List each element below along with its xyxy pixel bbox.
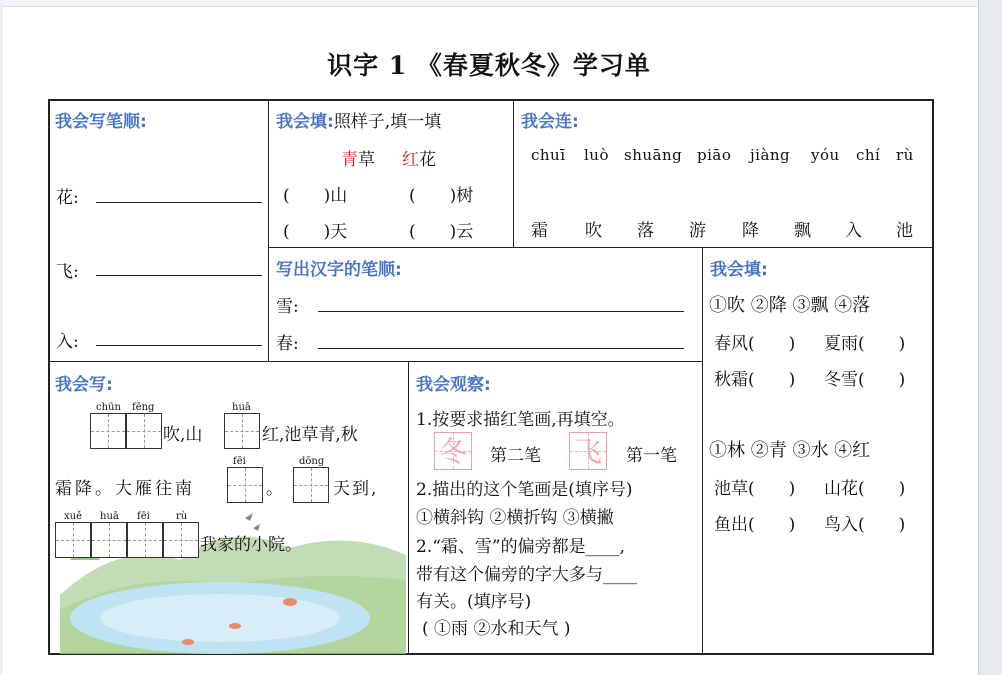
passage-text: 天到, (333, 479, 379, 499)
write-grid[interactable] (293, 467, 329, 503)
divider (513, 100, 514, 248)
match-char[interactable]: 入 (845, 221, 862, 241)
fill-blank[interactable]: ( )树 (409, 186, 474, 206)
right-scrollbar[interactable] (978, 0, 1002, 675)
fill-heading-group (276, 107, 441, 132)
pinyin-label: huā (232, 402, 251, 413)
page-title: 识字 1 《春夏秋冬》学习单 (327, 51, 651, 80)
write-grid[interactable] (90, 413, 126, 449)
passage-text: 吹,山 (163, 425, 203, 445)
trace-label: 第二笔 (490, 446, 541, 466)
fill-blank[interactable]: ( )云 (409, 222, 474, 242)
fill-blank[interactable]: 秋霜( ) (714, 370, 796, 390)
fill-blank[interactable]: ( )山 (283, 186, 348, 206)
pinyin-label: dōng (299, 456, 325, 467)
options-nouns: ①林 ②青 ③水 ④红 (709, 440, 871, 461)
question-3-options[interactable]: ( ①雨 ②水和天气 ) (422, 619, 571, 639)
match-char[interactable]: 吹 (585, 221, 602, 241)
stroke-label-fei: 飞: (56, 262, 79, 282)
divider (268, 247, 934, 248)
pinyin-label: chūn (96, 402, 121, 413)
trace-char: 冬 (438, 435, 467, 468)
passage-text: 红,池草青,秋 (262, 425, 358, 445)
section-heading-observe: 我会观察: (416, 375, 491, 395)
question-2: 2.描出的这个笔画是(填序号) (416, 480, 633, 500)
passage-text: 我家的小院。 (200, 535, 302, 555)
passage-text: 霜降。大雁往南 (55, 479, 195, 499)
trace-box[interactable] (569, 432, 607, 470)
match-char[interactable]: 霜 (531, 221, 548, 241)
stroke-label-hua: 花: (56, 188, 79, 208)
fill-blank[interactable]: 山花( ) (824, 479, 906, 499)
pinyin-item[interactable]: chuī (531, 146, 566, 164)
answer-line[interactable] (318, 348, 684, 349)
pinyin-label: xuě (64, 511, 82, 522)
match-char[interactable]: 降 (742, 221, 759, 241)
trace-label: 第一笔 (626, 446, 677, 466)
match-char[interactable]: 落 (637, 221, 654, 241)
question-1: 1.按要求描红笔画,再填空。 (416, 410, 625, 430)
section-heading-match: 我会连: (521, 112, 579, 132)
answer-line[interactable] (96, 345, 262, 346)
answer-line[interactable] (96, 202, 262, 203)
fill-blank[interactable]: ( )天 (283, 222, 348, 242)
fill-blank[interactable]: 冬雪( ) (824, 370, 906, 390)
pinyin-item[interactable]: rù (896, 146, 914, 164)
pinyin-label: fēi (233, 456, 246, 467)
write-grid[interactable] (127, 522, 163, 558)
pinyin-label: fēng (132, 402, 155, 413)
example-1 (341, 145, 375, 170)
stroke-label-chun: 春: (276, 334, 299, 354)
question-3-line2: 带有这个偏旁的字大多与____ (416, 565, 637, 585)
fill-blank[interactable]: 夏雨( ) (824, 334, 906, 354)
question-2-options[interactable]: ①横斜钩 ②横折钩 ③横撇 (416, 508, 614, 528)
write-grid[interactable] (227, 467, 263, 503)
answer-line[interactable] (96, 275, 262, 276)
question-3: 2.“霜、雪”的偏旁都是____, (416, 537, 626, 557)
stroke-label-ru: 入: (56, 332, 79, 352)
trace-box[interactable] (434, 432, 472, 470)
stroke-label-xue: 雪: (276, 297, 299, 317)
trace-char: 飞 (573, 435, 602, 468)
pinyin-label: rù (176, 511, 188, 522)
write-grid[interactable] (163, 522, 199, 558)
divider (48, 361, 703, 362)
fill-blank[interactable]: 池草( ) (714, 479, 796, 499)
pinyin-label: fēi (137, 511, 150, 522)
fill-blank[interactable]: 春风( ) (714, 334, 796, 354)
write-grid[interactable] (91, 522, 127, 558)
fill-instruction: 照样子,填一填 (333, 112, 442, 132)
example-2 (402, 145, 436, 170)
passage-text: 。 (266, 479, 283, 499)
match-char[interactable]: 游 (689, 221, 706, 241)
fill-blank[interactable]: 鱼出( ) (714, 515, 796, 535)
pinyin-item[interactable]: jiàng (750, 146, 791, 164)
top-strip (0, 0, 1002, 7)
section-heading-fill: 我会填: (276, 112, 334, 132)
pinyin-item[interactable]: piāo (697, 146, 732, 164)
write-grid[interactable] (224, 413, 260, 449)
example-1-black: 草 (358, 150, 375, 170)
options-verbs: ①吹 ②降 ③飘 ④落 (709, 295, 871, 316)
divider (268, 100, 269, 362)
match-char[interactable]: 池 (896, 221, 913, 241)
section-heading-stroke-order: 我会写笔顺: (55, 112, 147, 132)
example-2-red: 红 (402, 150, 419, 170)
write-grid[interactable] (55, 522, 91, 558)
pinyin-item[interactable]: chí (856, 146, 881, 164)
match-char[interactable]: 飘 (794, 221, 811, 241)
example-2-black: 花 (419, 150, 436, 170)
write-grid[interactable] (126, 413, 162, 449)
answer-line[interactable] (318, 311, 684, 312)
pinyin-item[interactable]: luò (584, 146, 609, 164)
example-1-red: 青 (341, 150, 358, 170)
section-heading-write: 我会写: (55, 375, 113, 395)
left-edge (0, 0, 3, 675)
divider (702, 247, 703, 655)
section-heading-write-strokes: 写出汉字的笔顺: (276, 260, 402, 280)
fill-blank[interactable]: 鸟入( ) (824, 515, 906, 535)
divider (408, 361, 409, 655)
pinyin-item[interactable]: yóu (811, 146, 840, 164)
pinyin-item[interactable]: shuāng (624, 146, 683, 164)
question-3-line3: 有关。(填序号) (416, 592, 532, 612)
section-heading-fill-2: 我会填: (710, 260, 768, 280)
pinyin-label: huā (100, 511, 119, 522)
